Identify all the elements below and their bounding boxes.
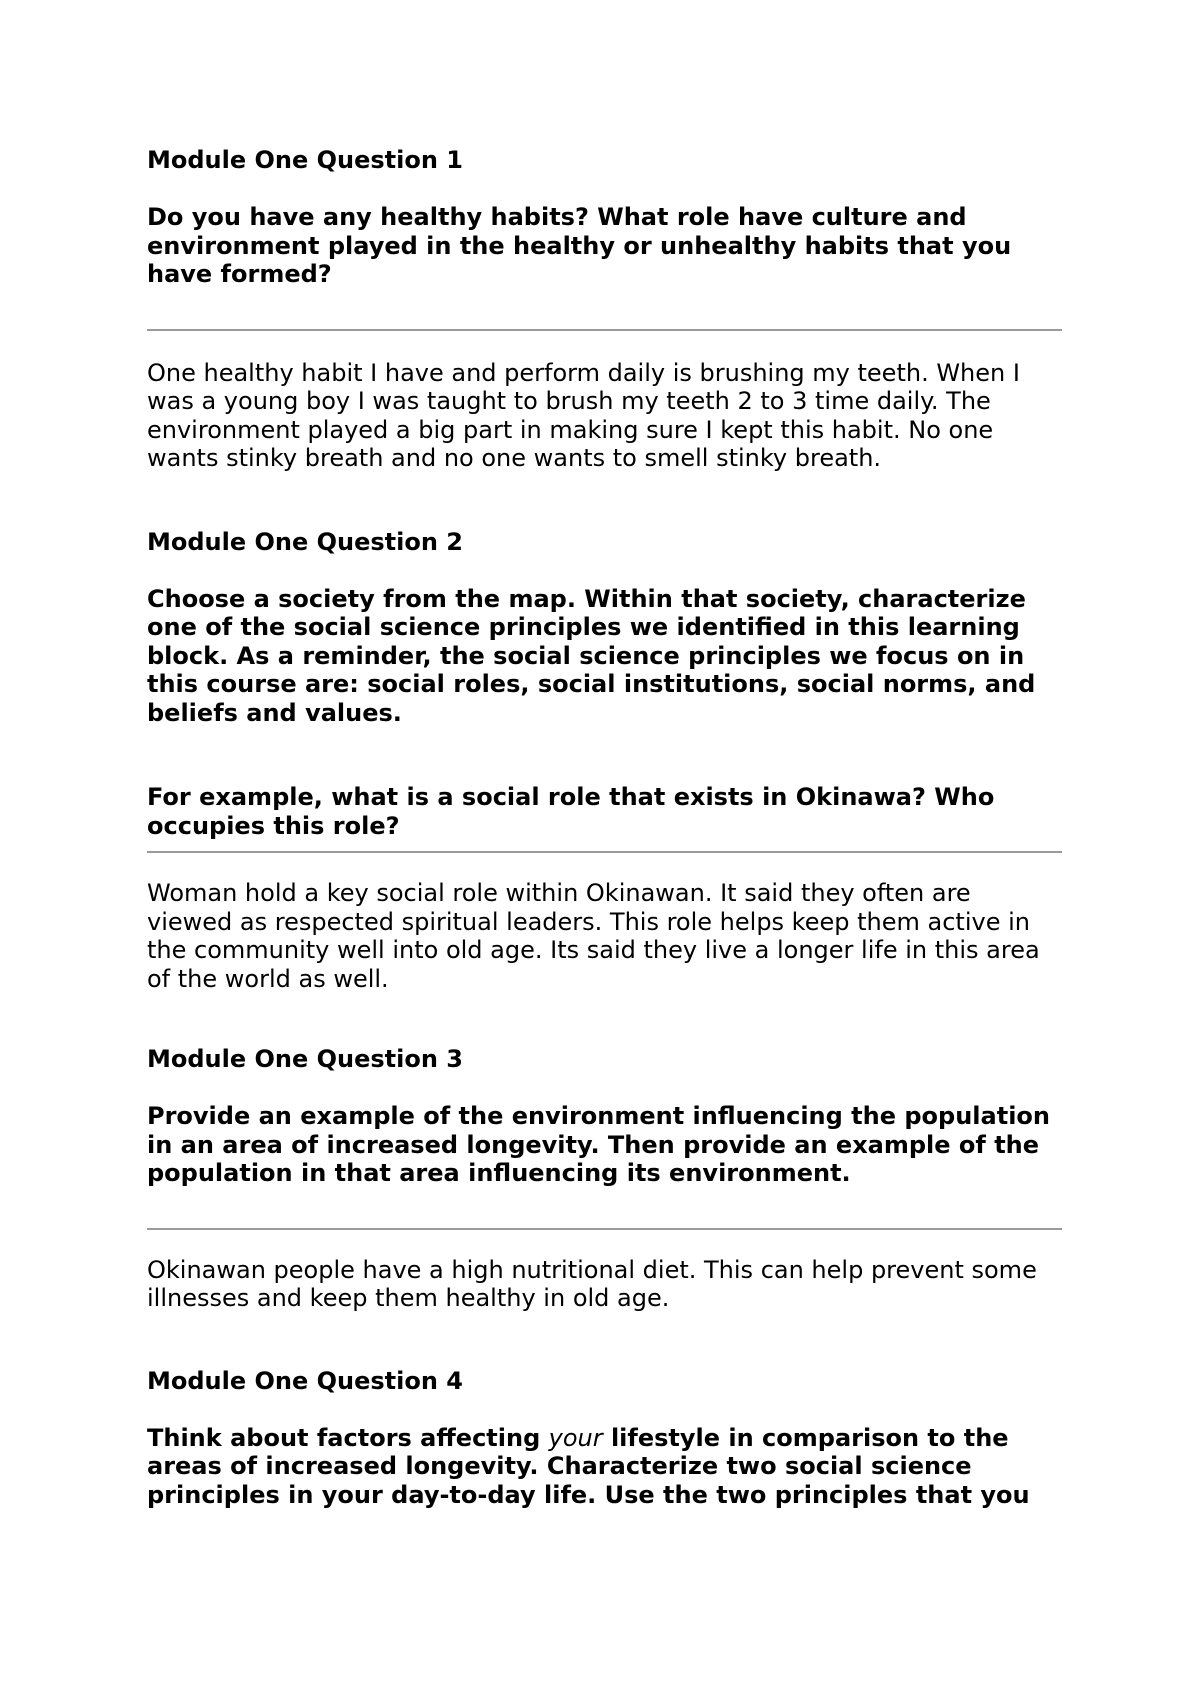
q4-prompt-emphasis: your [548,1423,603,1452]
q1-divider [147,329,1062,331]
q4-prompt-rest: lifestyle in comparison to the areas of increased longevity. Characterize two social science principles in your day-to-day life. Use the two principles that you [147,1423,1030,1509]
q1-prompt: Do you have any healthy habits? What role have culture and environment played in the healthy or unhealthy habits that you have formed? [147,203,1012,288]
q3-answer: Okinawan people have a high nutritional diet. This can help prevent some illnesses and keep them healthy in old age. [147,1255,1037,1312]
q2-answer: Woman hold a key social role within Okinawan. It said they often are viewed as respected spiritual leaders. This role helps keep them active in the community well into old age. Its said they live a longer life in this area of the world as well. [147,879,1040,993]
q4-prompt-start: Think about factors affecting [147,1423,549,1452]
q2-prompt: Choose a society from the map. Within that society, characterize one of the social science principles we identified in this learning block. As a reminder, the social science principles we focus on in this course are: social roles, social institutions, social norms, and beliefs and values. [147,584,1036,727]
q3-divider [147,1228,1062,1230]
q2-divider [147,851,1062,853]
q1-heading: Module One Question 1 [147,146,463,174]
q2-heading: Module One Question 2 [147,527,463,556]
q1-answer: One healthy habit I have and perform daily is brushing my teeth. When I was a young boy I was taught to brush my teeth 2 to 3 time daily. The environment played a big part in making sure I kept this habit. No one wants stinky breath and no one wants to smell stinky breath. [147,358,1020,472]
q4-prompt [147,1424,1062,1510]
q4-heading: Module One Question 4 [147,1366,463,1395]
document-page [147,132,1062,1509]
q3-heading: Module One Question 3 [147,1045,463,1073]
q2-example-prompt: For example, what is a social role that exists in Okinawa? Who occupies this role? [147,783,995,840]
q3-prompt: Provide an example of the environment influencing the population in an area of increased longevity. Then provide an example of the population in that area influencing its environment. [147,1102,1050,1187]
